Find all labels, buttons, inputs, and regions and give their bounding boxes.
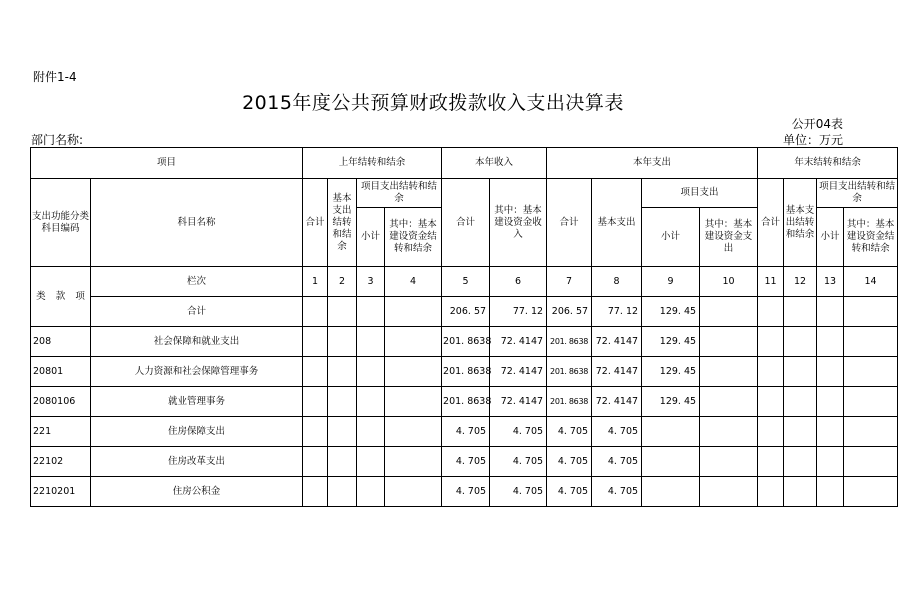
col-number: 2 <box>328 267 357 297</box>
header-func-code: 支出功能分类科目编码 <box>31 179 91 267</box>
row-code: 22102 <box>31 447 91 477</box>
header-income-total: 合计 <box>442 179 490 267</box>
table-row <box>31 447 898 477</box>
row-expense-total: 201. 8638 <box>547 387 592 417</box>
column-number-row <box>31 267 898 297</box>
row-name: 住房保障支出 <box>91 417 303 447</box>
header-subject-name: 科目名称 <box>91 179 303 267</box>
header-end-project: 项目支出结转和结余 <box>817 179 898 208</box>
row-expense-project: 129. 45 <box>642 387 700 417</box>
cell <box>385 297 442 327</box>
row-income-capital: 72. 4147 <box>490 387 547 417</box>
header-row-1 <box>31 148 898 179</box>
row-income-total: 4. 705 <box>442 447 490 477</box>
total-expense-basic: 77. 12 <box>592 297 642 327</box>
total-expense-total: 206. 57 <box>547 297 592 327</box>
cell <box>357 297 385 327</box>
header-expense-basic: 基本支出 <box>592 179 642 267</box>
row-expense-total: 201. 8638 <box>547 327 592 357</box>
header-end-subtotal: 小计 <box>817 208 844 267</box>
row-expense-project <box>642 447 700 477</box>
total-label: 合计 <box>91 297 303 327</box>
header-prev-balance: 上年结转和结余 <box>303 148 442 179</box>
header-prev-capital: 其中：基本建设资金结转和结余 <box>385 208 442 267</box>
row-income-total: 4. 705 <box>442 477 490 507</box>
row-expense-project: 129. 45 <box>642 357 700 387</box>
row-name: 住房公积金 <box>91 477 303 507</box>
row-income-capital: 4. 705 <box>490 477 547 507</box>
row-name: 人力资源和社会保障管理事务 <box>91 357 303 387</box>
col-number: 4 <box>385 267 442 297</box>
row-name: 就业管理事务 <box>91 387 303 417</box>
row-income-total: 201. 8638 <box>442 387 490 417</box>
row-code: 221 <box>31 417 91 447</box>
row-expense-basic: 72. 4147 <box>592 327 642 357</box>
row-code: 208 <box>31 327 91 357</box>
col-number: 12 <box>784 267 817 297</box>
row-income-total: 201. 8638 <box>442 357 490 387</box>
header-lei: 类 <box>36 290 46 302</box>
row-expense-total: 4. 705 <box>547 447 592 477</box>
cell <box>700 297 758 327</box>
table-row <box>31 387 898 417</box>
total-income-capital: 77. 12 <box>490 297 547 327</box>
form-number: 公开04表 <box>791 117 843 131</box>
cell <box>784 297 817 327</box>
header-income: 本年收入 <box>442 148 547 179</box>
col-number: 5 <box>442 267 490 297</box>
header-expense-total: 合计 <box>547 179 592 267</box>
header-expense: 本年支出 <box>547 148 758 179</box>
col-number: 9 <box>642 267 700 297</box>
row-name: 社会保障和就业支出 <box>91 327 303 357</box>
header-end-capital: 其中：基本建设资金结转和结余 <box>844 208 898 267</box>
col-label: 栏次 <box>91 267 303 297</box>
category-cell <box>31 267 91 327</box>
row-expense-basic: 4. 705 <box>592 477 642 507</box>
table-row <box>31 357 898 387</box>
header-xiang: 项 <box>75 290 85 302</box>
header-kuan: 款 <box>55 290 66 302</box>
row-expense-total: 201. 8638 <box>547 357 592 387</box>
col-number: 13 <box>817 267 844 297</box>
row-expense-project <box>642 477 700 507</box>
col-number: 8 <box>592 267 642 297</box>
cell <box>328 297 357 327</box>
cell <box>817 297 844 327</box>
header-row-2 <box>31 179 898 208</box>
col-number: 10 <box>700 267 758 297</box>
row-income-capital: 4. 705 <box>490 417 547 447</box>
header-prev-total: 合计 <box>303 179 328 267</box>
header-prev-subtotal: 小计 <box>357 208 385 267</box>
header-expense-subtotal: 小计 <box>642 208 700 267</box>
row-expense-project <box>642 417 700 447</box>
total-expense-project: 129. 45 <box>642 297 700 327</box>
header-item: 项目 <box>31 148 303 179</box>
header-end-basic: 基本支出结转和结余 <box>784 179 817 267</box>
header-end-balance: 年末结转和结余 <box>758 148 898 179</box>
col-number: 7 <box>547 267 592 297</box>
row-income-capital: 72. 4147 <box>490 327 547 357</box>
cell <box>758 297 784 327</box>
row-expense-total: 4. 705 <box>547 477 592 507</box>
table-row <box>31 327 898 357</box>
table-row <box>31 477 898 507</box>
row-name: 住房改革支出 <box>91 447 303 477</box>
attachment-label: 附件1-4 <box>33 70 77 84</box>
cell <box>303 297 328 327</box>
department-label: 部门名称: <box>31 133 84 147</box>
col-number: 3 <box>357 267 385 297</box>
row-income-capital: 72. 4147 <box>490 357 547 387</box>
row-income-total: 201. 8638 <box>442 327 490 357</box>
col-number: 14 <box>844 267 898 297</box>
col-number: 1 <box>303 267 328 297</box>
page-title: 2015年度公共预算财政拨款收入支出决算表 <box>242 92 624 114</box>
row-code: 2210201 <box>31 477 91 507</box>
table-row <box>31 417 898 447</box>
row-code: 20801 <box>31 357 91 387</box>
col-number: 11 <box>758 267 784 297</box>
row-income-total: 4. 705 <box>442 417 490 447</box>
row-expense-basic: 72. 4147 <box>592 387 642 417</box>
header-expense-project: 项目支出 <box>642 179 758 208</box>
row-code: 2080106 <box>31 387 91 417</box>
header-expense-capital: 其中：基本建设资金支出 <box>700 208 758 267</box>
unit-label: 单位：万元 <box>782 133 843 147</box>
total-row <box>31 297 898 327</box>
header-end-total: 合计 <box>758 179 784 267</box>
header-prev-basic: 基本支出结转和结余 <box>328 179 357 267</box>
total-income-total: 206. 57 <box>442 297 490 327</box>
row-expense-basic: 72. 4147 <box>592 357 642 387</box>
row-expense-basic: 4. 705 <box>592 447 642 477</box>
header-prev-project: 项目支出结转和结余 <box>357 179 442 208</box>
row-expense-project: 129. 45 <box>642 327 700 357</box>
row-expense-total: 4. 705 <box>547 417 592 447</box>
header-income-capital: 其中：基本建设资金收入 <box>490 179 547 267</box>
row-income-capital: 4. 705 <box>490 447 547 477</box>
col-number: 6 <box>490 267 547 297</box>
budget-table <box>30 147 898 507</box>
cell <box>844 297 898 327</box>
row-expense-basic: 4. 705 <box>592 417 642 447</box>
